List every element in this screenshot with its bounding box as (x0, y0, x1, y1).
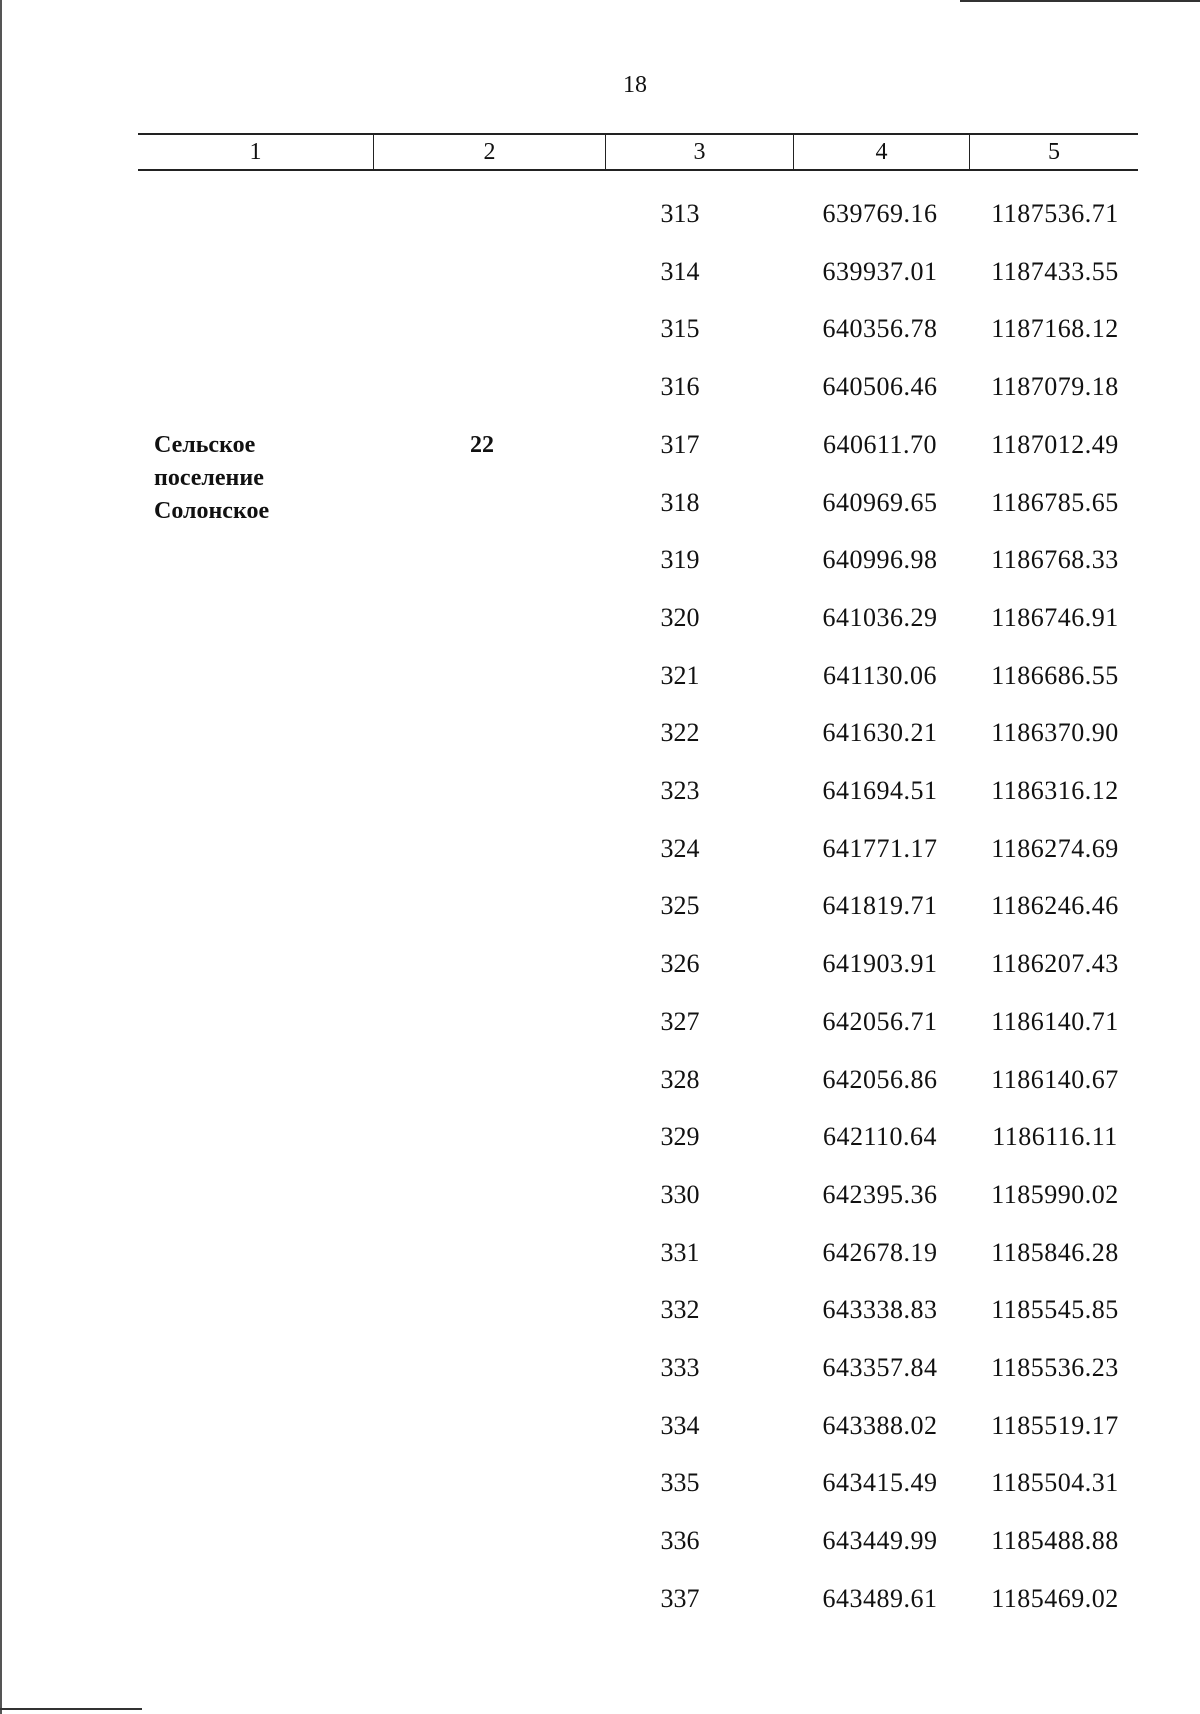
coordinate-x: 641903.91 (822, 949, 938, 979)
point-number: 315 (660, 314, 700, 344)
table-row (0, 1117, 1200, 1157)
table-row (0, 1290, 1200, 1330)
point-number: 313 (660, 199, 700, 228)
table-row (0, 1348, 1200, 1388)
point-number: 332 (660, 1295, 700, 1325)
coordinate-y: 1187168.12 (991, 314, 1119, 344)
coordinate-x: 640969.65 (822, 487, 938, 517)
coordinate-x: 640506.46 (822, 372, 938, 402)
point-number: 322 (660, 718, 700, 748)
coordinate-x: 643449.99 (822, 1526, 938, 1556)
point-number: 323 (660, 776, 700, 805)
coordinate-x: 640356.78 (822, 314, 938, 344)
table-row (0, 1060, 1200, 1100)
coordinate-y: 1185545.85 (991, 1295, 1119, 1325)
table-row (0, 1002, 1200, 1042)
coordinate-x: 641630.21 (822, 718, 938, 748)
point-number: 324 (660, 833, 700, 863)
table-row (0, 1175, 1200, 1215)
coordinate-y: 1186370.90 (991, 718, 1119, 748)
table-row (0, 1233, 1200, 1273)
coordinate-x: 642395.36 (822, 1179, 938, 1209)
point-number: 337 (660, 1583, 700, 1613)
header-col-4: 4 (794, 135, 970, 169)
coordinate-y: 1186274.69 (991, 833, 1119, 863)
point-number: 319 (660, 545, 700, 575)
table-row (0, 309, 1200, 349)
coordinate-y: 1185990.02 (991, 1179, 1119, 1209)
point-number: 326 (660, 949, 700, 979)
coordinate-x: 639937.01 (822, 256, 938, 286)
coordinate-y: 1185519.17 (991, 1410, 1119, 1440)
point-number: 320 (660, 602, 700, 632)
table-row (0, 1579, 1200, 1619)
coordinate-x: 641036.29 (822, 602, 938, 632)
coordinate-y: 1186785.65 (991, 487, 1119, 517)
table-row (0, 829, 1200, 869)
coordinate-x: 642678.19 (822, 1237, 938, 1267)
settlement-name-line: Сельское (154, 432, 256, 458)
table-row (0, 252, 1200, 292)
coordinate-x: 642056.86 (822, 1064, 938, 1094)
settlement-code: 22 (470, 432, 494, 458)
coordinate-y: 1185536.23 (991, 1353, 1119, 1382)
settlement-name-line: поселение (154, 465, 264, 491)
header-col-5: 5 (1048, 139, 1060, 165)
table-row (0, 713, 1200, 753)
coordinate-y: 1186768.33 (991, 545, 1119, 575)
coordinate-x: 642110.64 (822, 1122, 938, 1152)
coordinate-y: 1185846.28 (991, 1237, 1119, 1267)
scan-edge-top (960, 0, 1200, 2)
point-number: 330 (660, 1179, 700, 1209)
table-row (0, 1406, 1200, 1446)
point-number: 325 (660, 891, 700, 921)
table-row (0, 1521, 1200, 1561)
table-row (0, 194, 1200, 234)
coordinate-x: 643338.83 (822, 1295, 938, 1325)
point-number: 329 (660, 1122, 700, 1152)
coordinate-y: 1186746.91 (991, 602, 1119, 632)
table-row (0, 425, 1200, 465)
point-number: 331 (660, 1237, 700, 1267)
point-number: 316 (660, 372, 700, 402)
table-row (0, 367, 1200, 407)
coordinate-y: 1187079.18 (991, 372, 1119, 402)
coordinate-y: 1187433.55 (991, 256, 1119, 286)
point-number: 321 (660, 660, 700, 690)
table-row (0, 886, 1200, 926)
point-number: 318 (660, 487, 700, 517)
coordinate-x: 641771.17 (822, 833, 938, 863)
settlement-name-line: Солонское (154, 498, 270, 524)
point-number: 328 (660, 1064, 700, 1094)
coordinate-x: 642056.71 (822, 1006, 938, 1036)
header-col-1: 1 (138, 135, 374, 169)
point-number: 327 (660, 1006, 700, 1036)
coordinate-x: 641694.51 (822, 776, 938, 805)
point-number: 317 (660, 429, 700, 459)
coordinate-x: 643388.02 (822, 1410, 938, 1440)
header-col-3: 3 (606, 135, 794, 169)
table-row (0, 598, 1200, 638)
coordinate-y: 1186140.67 (991, 1064, 1119, 1094)
coordinate-x: 640611.70 (822, 429, 938, 459)
header-col-2: 2 (374, 135, 606, 169)
table-row (0, 944, 1200, 984)
point-number: 333 (660, 1353, 700, 1382)
table-row (0, 656, 1200, 696)
point-number: 336 (660, 1526, 700, 1556)
table-header (138, 133, 1138, 171)
point-number: 334 (660, 1410, 700, 1440)
coordinate-y: 1185469.02 (991, 1583, 1119, 1613)
coordinate-y: 1186686.55 (991, 660, 1119, 690)
coordinate-y: 1186316.12 (991, 776, 1119, 805)
coordinate-x: 641819.71 (822, 891, 938, 921)
coordinate-y: 1187012.49 (991, 429, 1119, 459)
table-row (0, 540, 1200, 580)
coordinate-y: 1186116.11 (992, 1122, 1118, 1152)
table-row (0, 1463, 1200, 1503)
coordinate-x: 643489.61 (822, 1583, 938, 1613)
coordinate-x: 641130.06 (822, 660, 938, 690)
coordinate-y: 1185488.88 (991, 1526, 1119, 1556)
coordinate-x: 643357.84 (822, 1353, 938, 1382)
table-row (0, 771, 1200, 811)
coordinate-x: 640996.98 (822, 545, 938, 575)
coordinate-y: 1186207.43 (991, 949, 1119, 979)
point-number: 335 (660, 1468, 700, 1498)
coordinate-y: 1185504.31 (991, 1468, 1119, 1498)
coordinate-y: 1186140.71 (991, 1006, 1119, 1036)
scan-edge-bottom (0, 1708, 142, 1710)
coordinate-y: 1186246.46 (991, 891, 1119, 921)
table-row (0, 483, 1200, 523)
coordinate-y: 1187536.71 (991, 199, 1119, 228)
page-number: 18 (623, 72, 647, 98)
coordinate-x: 639769.16 (822, 199, 938, 228)
point-number: 314 (660, 256, 700, 286)
coordinate-x: 643415.49 (822, 1468, 938, 1498)
